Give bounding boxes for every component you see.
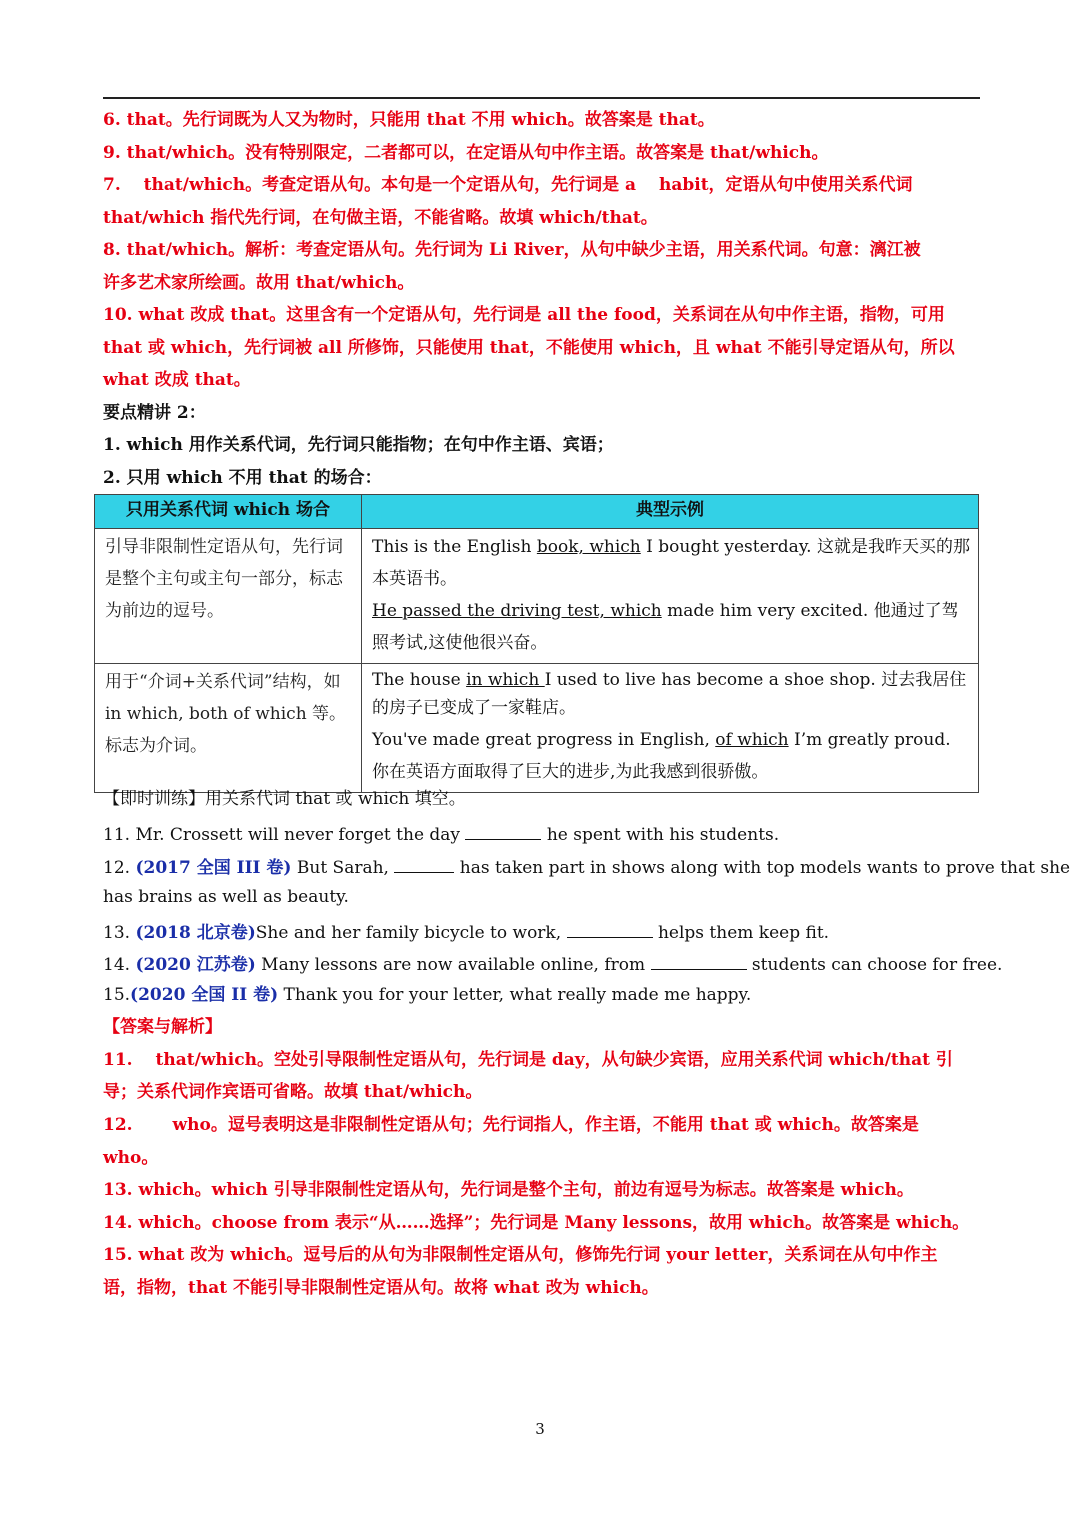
answer-blank (465, 821, 541, 840)
answer-12-line2: who。 (103, 1148, 159, 1168)
answer-12-line1: 12. who。逗号表明这是非限制性定语从句；先行词指人，作主语，不能用 that 或 which。故答案是 (103, 1115, 919, 1135)
key-point-1: 1. which 用作关系代词，先行词只能指物；在句中作主语、宾语； (103, 435, 614, 455)
answer-13: 13. which。which 引导非限制性定语从句，先行词是整个主句，前边有逗号为标志。故答案是 which。 (103, 1180, 914, 1200)
which-usage-table (94, 494, 979, 793)
answer-7-line2: that/which 指代先行词，在句做主语，不能省略。故填 which/that。 (103, 208, 658, 228)
question-14: 14. (2020 江苏卷) Many lessons are now available online, from students can choose for free. (103, 951, 979, 976)
question-11: 11. Mr. Crossett will never forget the day he spent with his students. (103, 821, 979, 846)
example-sentence: This is the English book, which I bought yesterday. 这就是我昨天买的那本英语书。 (372, 537, 970, 589)
example-sentence: The house in which I used to live has become a shoe shop. 过去我居住的房子已变成了一家鞋店。 (372, 670, 967, 718)
question-15: 15.(2020 全国 II 卷) Thank you for your letter, what really made me happy. (103, 985, 752, 1005)
example-sentence: You've made great progress in English, of which I’m greatly proud. 你在英语方面取得了巨大的进步,为此我感到很骄傲。 (372, 730, 951, 782)
question-13: 13. (2018 北京卷)She and her family bicycle to work, helps them keep fit. (103, 919, 979, 944)
answer-blank (567, 919, 653, 938)
table-row (95, 529, 979, 664)
table-cell-examples (362, 664, 979, 793)
table-header-examples: 典型示例 (362, 495, 979, 529)
answers-heading: 【答案与解析】 (103, 1017, 222, 1037)
table-cell-situation: 引导非限制性定语从句，先行词是整个主句或主句一部分，标志为前边的逗号。 (95, 529, 362, 664)
answer-8-line1: 8. that/which。解析：考查定语从句。先行词为 Li River，从句中缺少主语，用关系代词。句意：漓江被 (103, 240, 921, 260)
answer-6: 6. that。先行词既为人又为物时，只能用 that 不用 which。故答案是 that。 (103, 110, 715, 130)
answer-9: 9. that/which。没有特别限定，二者都可以，在定语从句中作主语。故答案是 that/which。 (103, 143, 829, 163)
key-points-heading: 要点精讲 2： (103, 403, 206, 423)
question-12: 12. (2017 全国 III 卷) But Sarah, has taken part in shows along with top models wants to prove that she (103, 854, 979, 879)
table-cell-situation: 用于“介词+关系代词”结构，如 in which, both of which 等。标志为介词。 (95, 664, 362, 793)
answer-14: 14. which。choose from 表示“从……选择”；先行词是 Many lessons，故用 which。故答案是 which。 (103, 1213, 970, 1233)
key-point-2: 2. 只用 which 不用 that 的场合： (103, 468, 382, 488)
answer-15-line1: 15. what 改为 which。逗号后的从句为非限制性定语从句，修饰先行词 your letter，关系词在从句中作主 (103, 1245, 938, 1265)
example-sentence: He passed the driving test, which made him very excited. 他通过了驾照考试,这使他很兴奋。 (372, 601, 959, 653)
answer-11-line1: 11. that/which。空处引导限制性定语从句，先行词是 day，从句缺少宾语，应用关系代词 which/that 引 (103, 1050, 953, 1070)
answer-7-line1: 7. that/which。考查定语从句。本句是一个定语从句，先行词是 a habit，定语从句中使用关系代词 (103, 175, 913, 195)
answer-15-line2: 语，指物，that 不能引导非限制性定语从句。故将 what 改为 which。 (103, 1278, 659, 1298)
answer-8-line2: 许多艺术家所绘画。故用 that/which。 (103, 273, 415, 293)
header-rule (103, 97, 980, 99)
answer-11-line2: 导；关系代词作宾语可省略。故填 that/which。 (103, 1082, 483, 1102)
table-cell-examples (362, 529, 979, 664)
table-row (95, 664, 979, 793)
page-number: 3 (535, 1420, 545, 1438)
answer-blank (394, 854, 454, 873)
table-header-situation: 只用关系代词 which 场合 (95, 495, 362, 529)
practice-intro: 【即时训练】用关系代词 that 或 which 填空。 (103, 789, 466, 809)
answer-blank (651, 951, 747, 970)
answer-10-line2: that 或 which，先行词被 all 所修饰，只能使用 that，不能使用 which，且 what 不能引导定语从句，所以 (103, 338, 955, 358)
question-12-cont: has brains as well as beauty. (103, 887, 349, 907)
answer-10-line1: 10. what 改成 that。这里含有一个定语从句，先行词是 all the food，关系词在从句中作主语，指物，可用 (103, 305, 945, 325)
table-header-row (95, 495, 979, 529)
answer-10-line3: what 改成 that。 (103, 370, 251, 390)
